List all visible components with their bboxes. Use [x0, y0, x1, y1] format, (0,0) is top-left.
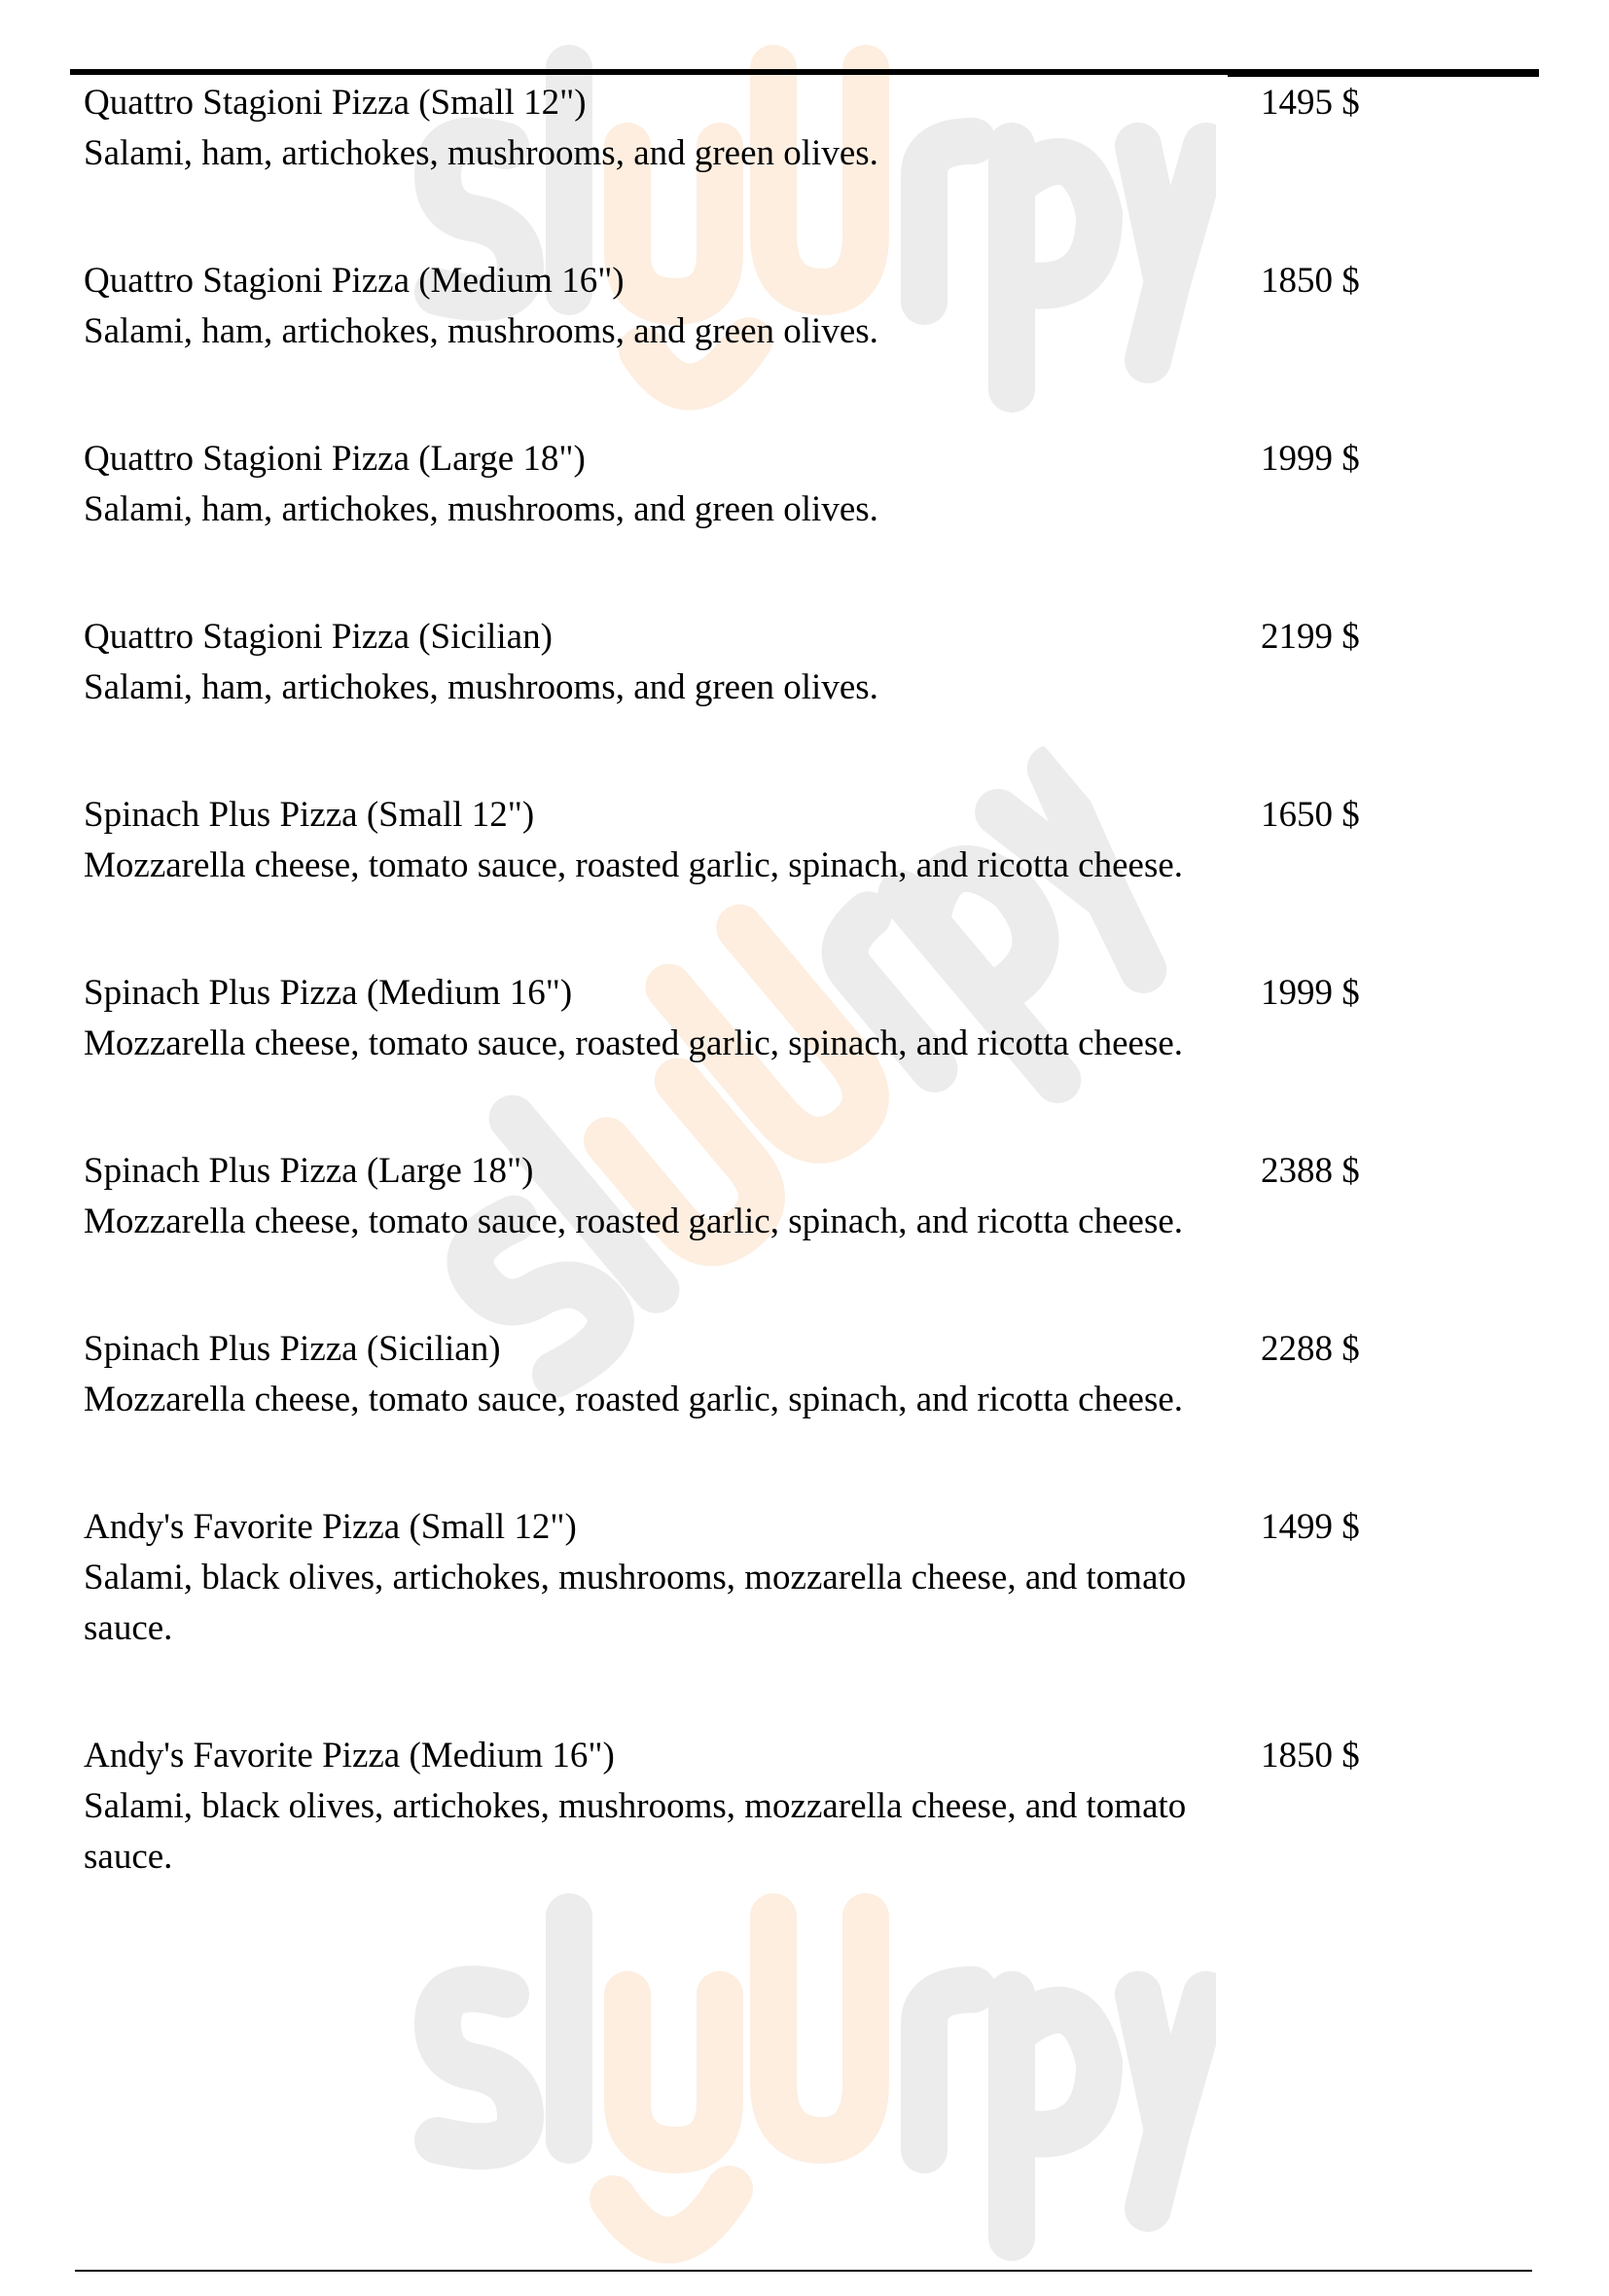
item-name: Andy's Favorite Pizza (Small 12")	[84, 1507, 577, 1547]
item-price: 1850 $	[1261, 1736, 1360, 1776]
top-divider	[1228, 69, 1539, 77]
item-name: Spinach Plus Pizza (Small 12")	[84, 795, 535, 835]
item-name: Quattro Stagioni Pizza (Sicilian)	[84, 617, 553, 657]
menu-item	[84, 1502, 1523, 1654]
menu-item	[84, 1146, 1523, 1247]
item-name: Andy's Favorite Pizza (Medium 16")	[84, 1736, 615, 1776]
item-name: Quattro Stagioni Pizza (Small 12")	[84, 83, 587, 123]
top-divider	[70, 69, 1228, 75]
item-price: 1495 $	[1261, 83, 1360, 123]
item-price: 1650 $	[1261, 795, 1360, 835]
menu-item	[84, 790, 1523, 891]
item-description: Salami, ham, artichokes, mushrooms, and green olives.	[84, 489, 878, 529]
menu-item	[84, 968, 1523, 1069]
menu-item	[84, 434, 1523, 535]
menu-item	[84, 1324, 1523, 1425]
menu-item	[84, 78, 1523, 179]
item-description: Mozzarella cheese, tomato sauce, roasted garlic, spinach, and ricotta cheese.	[84, 1380, 1184, 1419]
item-price: 1999 $	[1261, 973, 1360, 1013]
item-description: Mozzarella cheese, tomato sauce, roasted garlic, spinach, and ricotta cheese.	[84, 1202, 1184, 1241]
item-name: Spinach Plus Pizza (Large 18")	[84, 1151, 534, 1191]
item-name: Spinach Plus Pizza (Sicilian)	[84, 1329, 501, 1369]
item-price: 1999 $	[1261, 439, 1360, 479]
menu-list	[84, 78, 1523, 1959]
menu-item	[84, 256, 1523, 357]
item-price: 2288 $	[1261, 1329, 1360, 1369]
item-price: 2388 $	[1261, 1151, 1360, 1191]
item-description: Mozzarella cheese, tomato sauce, roasted garlic, spinach, and ricotta cheese.	[84, 845, 1184, 885]
item-price: 1850 $	[1261, 261, 1360, 301]
item-name: Quattro Stagioni Pizza (Large 18")	[84, 439, 586, 479]
item-price: 1499 $	[1261, 1507, 1360, 1547]
menu-item	[84, 612, 1523, 713]
menu-item	[84, 1731, 1523, 1883]
item-description: Mozzarella cheese, tomato sauce, roasted garlic, spinach, and ricotta cheese.	[84, 1023, 1184, 1063]
item-name: Quattro Stagioni Pizza (Medium 16")	[84, 261, 625, 301]
item-description: Salami, ham, artichokes, mushrooms, and green olives.	[84, 311, 878, 351]
item-name: Spinach Plus Pizza (Medium 16")	[84, 973, 573, 1013]
bottom-divider	[75, 2270, 1532, 2272]
item-description: Salami, ham, artichokes, mushrooms, and green olives.	[84, 667, 878, 707]
item-description: Salami, black olives, artichokes, mushrooms, mozzarella cheese, and tomato sauce.	[84, 1786, 1187, 1877]
item-price: 2199 $	[1261, 617, 1360, 657]
item-description: Salami, ham, artichokes, mushrooms, and green olives.	[84, 133, 878, 173]
item-description: Salami, black olives, artichokes, mushrooms, mozzarella cheese, and tomato sauce.	[84, 1558, 1187, 1648]
